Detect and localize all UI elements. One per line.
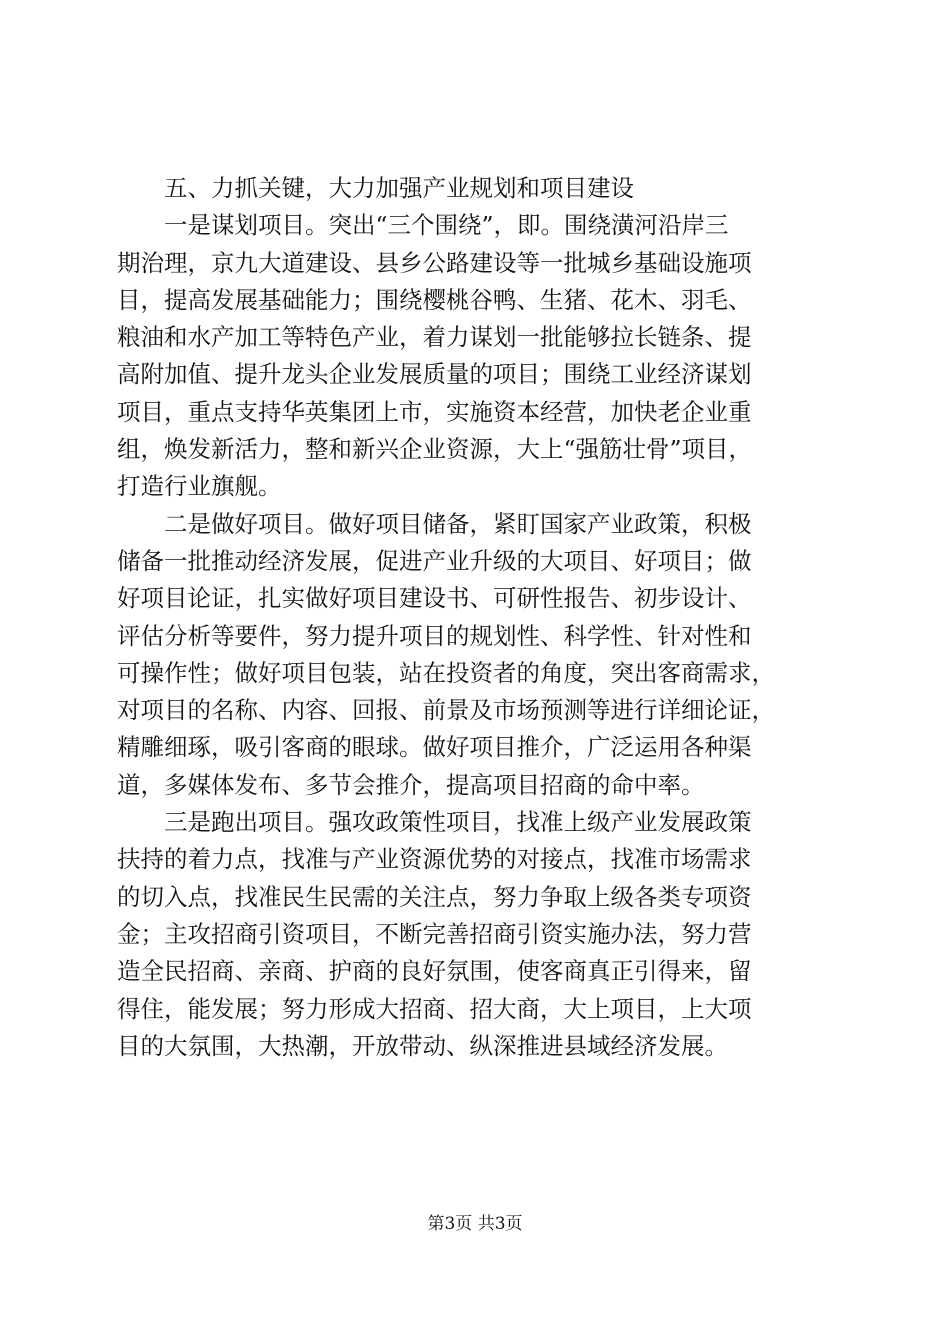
text-line: 目的大氛围，大热潮，开放带动、纵深推进县域经济发展。 [117,1031,728,1060]
text-line: 一是谋划项目。突出“三个围绕”，即。围绕潢河沿岸三 [164,211,729,240]
text-line: 扶持的着力点，找准与产业资源优势的对接点，找准市场需求 [117,845,752,874]
text-line: 造全民招商、亲商、护商的良好氛围，使客商真正引得来，留 [117,957,752,986]
text-line: 高附加值、提升龙头企业发展质量的项目；围绕工业经济谋划 [117,360,752,389]
text-line: 二是做好项目。做好项目储备，紧盯国家产业政策，积极 [164,509,752,538]
text-line: 组，焕发新活力，整和新兴企业资源，大上“强筋壮骨”项目， [117,435,753,464]
text-line: 打造行业旗舰。 [117,472,282,501]
text-line: 粮油和水产加工等特色产业，着力谋划一批能够拉长链条、提 [117,323,752,352]
document-body [117,170,833,1065]
text-line: 精雕细琢，吸引客商的眼球。做好项目推介，广泛运用各种渠 [117,733,752,762]
text-line: 的切入点，找准民生民需的关注点，努力争取上级各类专项资 [117,882,752,911]
text-line: 三是跑出项目。强攻政策性项目，找准上级产业发展政策 [164,808,752,837]
text-line: 项目，重点支持华英集团上市，实施资本经营，加快老企业重 [117,397,752,426]
text-line: 道，多媒体发布、多节会推介，提高项目招商的命中率。 [117,770,705,799]
section-heading: 五、力抓关键，大力加强产业规划和项目建设 [164,174,634,202]
text-line: 目，提高发展基础能力；围绕樱桃谷鸭、生猪、花木、羽毛、 [117,285,752,314]
text-line: 评估分析等要件，努力提升项目的规划性、科学性、针对性和 [117,621,752,650]
text-line: 得住，能发展；努力形成大招商、招大商，大上项目，上大项 [117,994,752,1023]
text-line: 对项目的名称、内容、回报、前景及市场预测等进行详细论证， [117,696,775,725]
page-footer: 第3页 共3页 [427,1214,523,1234]
paragraph-lines [117,207,833,1065]
text-line: 期治理，京九大道建设、县乡公路建设等一批城乡基础设施项 [117,248,752,277]
text-line: 可操作性；做好项目包装，站在投资者的角度，突出客商需求， [117,658,775,687]
text-line: 金；主攻招商引资项目，不断完善招商引资实施办法，努力营 [117,919,752,948]
text-line: 储备一批推动经济发展，促进产业升级的大项目、好项目；做 [117,546,752,575]
text-line: 好项目论证，扎实做好项目建设书、可研性报告、初步设计、 [117,584,752,613]
